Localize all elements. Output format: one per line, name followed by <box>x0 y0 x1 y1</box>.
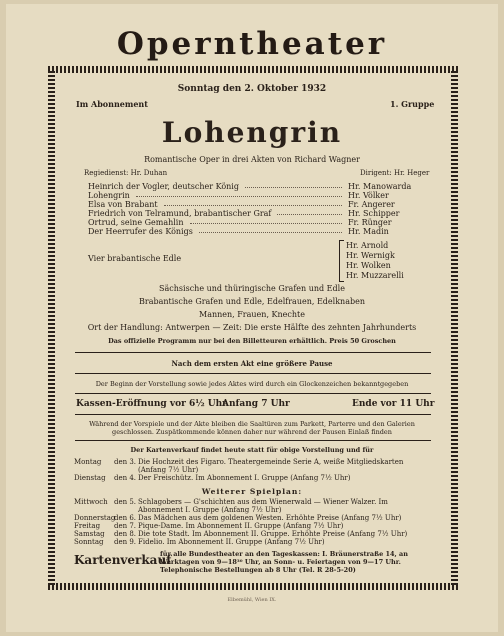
bell-note: Der Beginn der Vorstellung sowie jedes Aktes wird durch ein Glockenzeichen bekanntgegeben <box>95 380 409 388</box>
edle-actor: Hr. Wolken <box>346 261 391 270</box>
ticket-sales-text: für alle Bundestheater an den Tageskassen: I. Bräunerstraße 14, an Werktagen von 9—18³⁰ Uhr, an Sonn- u. Feiertagen von 9—17 Uhr. Telephonische Bestellungen ab 8 Uhr (Tel. R 28-5-20) <box>160 550 408 574</box>
edle-actor: Hr. Wernigk <box>346 251 395 260</box>
director: Regiedienst: Hr. Duhan <box>84 169 168 177</box>
cast-row: Ortrud, seine Gemahlin Fr. Rünger <box>88 218 392 227</box>
schedule-row: Montag den 3. Die Hochzeit des Figaro. Theatergemeinde Serie A, weiße Mitgliedskarten (Anfang 7½ Uhr) <box>74 458 404 474</box>
cast-list <box>88 182 418 236</box>
top-border <box>48 66 458 73</box>
bottom-border <box>48 583 458 590</box>
divider <box>75 440 431 441</box>
subscription-left: Im Abonnement <box>76 99 148 109</box>
page-title: Operntheater <box>116 26 388 62</box>
pause-note: Nach dem ersten Akt eine größere Pause <box>171 359 333 368</box>
schedule-row: Freitag den 7. Pique-Dame. Im Abonnement II. Gruppe (Anfang 7½ Uhr) <box>74 522 344 530</box>
chorus-line: Mannen, Frauen, Knechte <box>199 310 305 319</box>
cast-row: Heinrich der Vogler, deutscher König Hr. Manowarda <box>88 182 412 191</box>
conductor: Dirigent: Hr. Heger <box>360 169 430 177</box>
start-time: Anfang 7 Uhr <box>222 399 290 409</box>
chorus-line: Brabantische Grafen und Edle, Edelfrauen, Edelknaben <box>139 297 365 306</box>
ticket-sales-label: Kartenverkauf <box>74 553 172 567</box>
edle-actor: Hr. Arnold <box>346 241 389 250</box>
divider <box>75 352 431 353</box>
schedule-row: Dienstag den 4. Der Freischütz. Im Abonnement I. Gruppe (Anfang 7½ Uhr) <box>74 474 351 482</box>
hall-note: Während der Vorspiele und der Akte bleiben die Saaltüren zum Parkett, Parterre und den Galerien geschlossen. Zuspätkommende können daher nur während der Pausen Einlaß finden <box>89 420 415 436</box>
end-time: Ende vor 11 Uhr <box>352 399 435 409</box>
further-plan-heading: Weiterer Spielplan: <box>201 487 303 496</box>
schedule-row: Samstag den 8. Die tote Stadt. Im Abonnement II. Gruppe. Erhöhte Preise (Anfang 7½ Uhr) <box>74 530 408 538</box>
divider <box>75 373 431 374</box>
schedule-row: Donnerstag den 6. Das Mädchen aus dem goldenen Westen. Erhöhte Preise (Anfang 7½ Uhr) <box>74 514 402 522</box>
subtitle: Romantische Oper in drei Akten von Richard Wagner <box>144 155 360 164</box>
divider <box>75 414 431 415</box>
schedule-row: Mittwoch den 5. Schlagobers — G'schichten aus dem Wienerwald — Wiener Walzer. Im Abonnement I. Gruppe (Anfang 7½ Uhr) <box>74 498 388 514</box>
cast-row: Lohengrin Hr. Völker <box>88 191 389 200</box>
cast-row: Elsa von Brabant Fr. Angerer <box>88 200 395 209</box>
edle-bracket <box>339 240 344 282</box>
schedule-row: Sonntag den 9. Fidelio. Im Abonnement II. Gruppe (Anfang 7½ Uhr) <box>74 538 325 546</box>
edle-role: Vier brabantische Edle <box>88 254 182 263</box>
program-note: Das offizielle Programm nur bei den Billetteuren erhältlich. Preis 50 Groschen <box>108 337 396 345</box>
printer-credit: Elbemühl, Wien IX. <box>227 597 277 603</box>
subscription-right: 1. Gruppe <box>390 99 435 109</box>
schedule-b <box>74 498 430 546</box>
schedule-a <box>74 458 430 482</box>
setting-line: Ort der Handlung: Antwerpen — Zeit: Die erste Hälfte des zehnten Jahrhunderts <box>87 323 417 332</box>
divider <box>75 393 431 394</box>
chorus-line: Sächsische und thüringische Grafen und Edle <box>159 284 345 293</box>
cast-row: Friedrich von Telramund, brabantischer Graf Hr. Schipper <box>88 209 400 218</box>
opera-title: Lohengrin <box>161 116 343 149</box>
cast-row: Der Heerrufer des Königs Hr. Madin <box>88 227 389 236</box>
box-office-time: Kassen-Eröffnung vor 6½ Uhr <box>76 399 227 409</box>
edle-actor: Hr. Muzzarelli <box>346 271 404 280</box>
presale-note: Der Kartenverkauf findet heute statt für obige Vorstellung und für <box>130 446 374 454</box>
date-line: Sonntag den 2. Oktober 1932 <box>177 84 327 94</box>
